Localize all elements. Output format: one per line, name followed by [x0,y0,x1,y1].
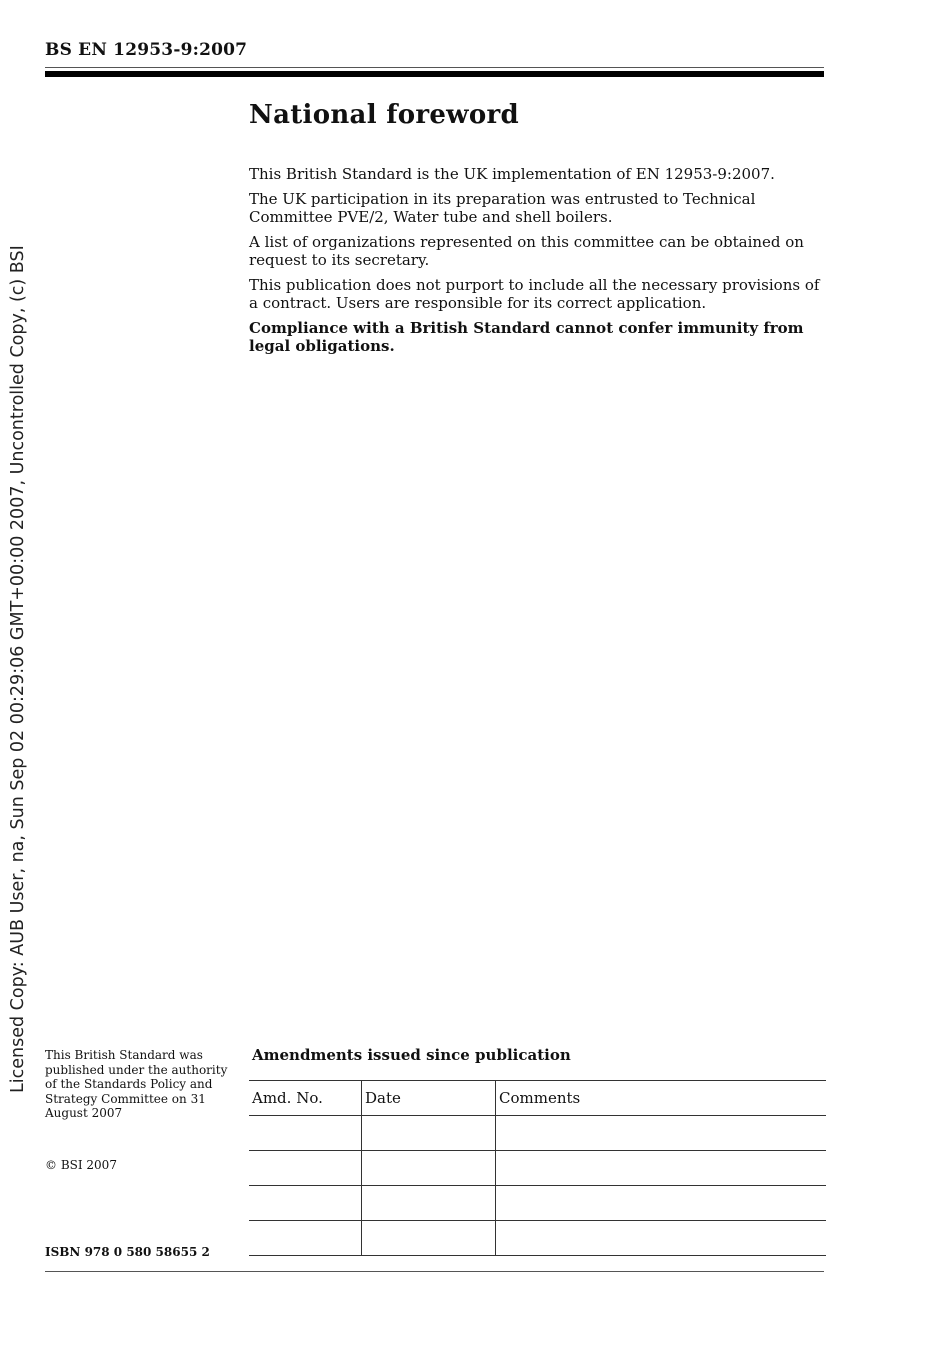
authority-note: This British Standard was published under the authority of the Standards Policy and Strategy Committee on 31 August 2007 [45,1048,228,1120]
table-cell [362,1151,496,1186]
table-row [249,1186,826,1221]
foreword-section [249,100,829,362]
table-header-row [249,1081,826,1116]
foreword-paragraph: A list of organizations represented on this committee can be obtained on request to its secretary. [249,233,804,269]
column-header-amd-no: Amd. No. [249,1081,362,1116]
table-cell [249,1186,362,1221]
table-cell [496,1116,827,1151]
foreword-paragraph: This British Standard is the UK implementation of EN 12953-9:2007. [249,165,775,183]
footer-rule [45,1271,824,1272]
page-title: National foreword [249,100,519,130]
header-thin-rule [45,67,824,68]
table-row [249,1221,826,1256]
compliance-note: Compliance with a British Standard cannot confer immunity from legal obligations. [249,319,804,355]
table-cell [496,1186,827,1221]
foreword-paragraph: The UK participation in its preparation was entrusted to Technical Committee PVE/2, Water tube and shell boilers. [249,190,756,226]
table-cell [362,1221,496,1256]
table-row [249,1116,826,1151]
table-cell [249,1221,362,1256]
table-cell [496,1151,827,1186]
table-row [249,1151,826,1186]
table-cell [362,1116,496,1151]
table-cell [249,1151,362,1186]
foreword-paragraph: This publication does not purport to include all the necessary provisions of a contract. Users are responsible for its correct application. [249,276,820,312]
copyright-notice: © BSI 2007 [45,1158,117,1172]
column-header-date: Date [362,1081,496,1116]
license-watermark: Licensed Copy: AUB User, na, Sun Sep 02 00:29:06 GMT+00:00 2007, Uncontrolled Copy, (c) BSI [8,245,28,1093]
column-header-comments: Comments [496,1081,827,1116]
table-cell [496,1221,827,1256]
isbn-number: ISBN 978 0 580 58655 2 [45,1245,210,1259]
header-thick-rule [45,71,824,77]
amendments-title: Amendments issued since publication [252,1046,571,1064]
table-cell [362,1186,496,1221]
standard-code: BS EN 12953-9:2007 [45,40,248,60]
table-cell [249,1116,362,1151]
amendments-table [249,1080,826,1256]
